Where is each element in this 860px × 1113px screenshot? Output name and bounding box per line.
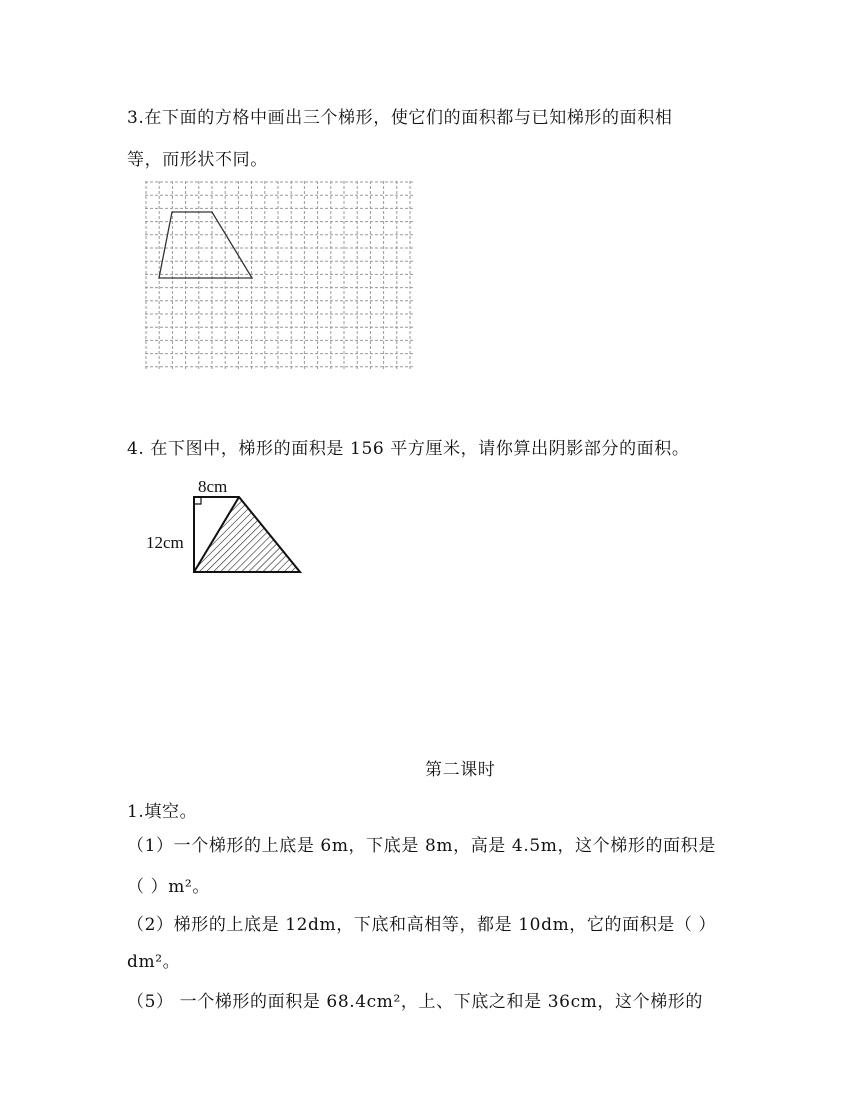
- lesson-heading: 第二课时: [425, 760, 496, 780]
- square-grid: [145, 181, 415, 371]
- item2-line1: （2）梯形的上底是 12dm，下底和高相等，都是 10dm，它的面积是（ ）: [127, 915, 717, 935]
- q1-title: 1.填空。: [127, 802, 198, 822]
- q4-text: 4. 在下图中，梯形的面积是 156 平方厘米，请你算出阴影部分的面积。: [127, 439, 690, 459]
- grid-svg: [145, 181, 415, 371]
- q3-line1: 3.在下面的方格中画出三个梯形，使它们的面积都与已知梯形的面积相: [127, 108, 673, 128]
- item1-line2: （ ）m²。: [127, 877, 210, 897]
- label-8cm: 8cm: [198, 477, 228, 496]
- q3-line2: 等，而形状不同。: [127, 150, 268, 170]
- trapezoid-figure: [140, 475, 310, 585]
- right-angle-mark: [194, 497, 201, 504]
- item2-line2: dm²。: [127, 952, 181, 972]
- label-12cm: 12cm: [146, 533, 184, 552]
- item1-line1: （1）一个梯形的上底是 6m，下底是 8m，高是 4.5m，这个梯形的面积是: [127, 836, 716, 856]
- item5-line1: （5） 一个梯形的面积是 68.4cm²，上、下底之和是 36cm，这个梯形的: [127, 992, 704, 1012]
